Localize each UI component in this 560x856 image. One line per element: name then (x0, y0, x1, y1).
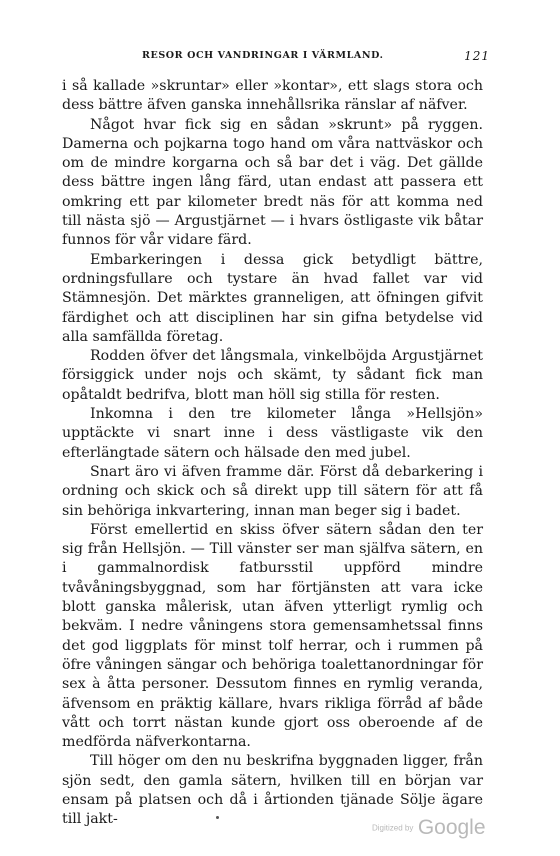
page-number: 121 (464, 49, 490, 63)
paragraph: Snart äro vi äfven framme där. Först då debarkering i ordning och skick och så direkt upp till sätern för att få sin behöriga inkvartering, innan man beger sig i badet. (62, 463, 483, 519)
footer-mark (216, 816, 219, 819)
paragraph: Embarkeringen i dessa gick betydligt bättre, ordningsfullare och tystare än hvad fallet var vid Stämnesjön. Det märktes granneligen, att öfningen gifvit färdighet och att disciplinen har sin gifna betydelse vid alla samfällda företag. (62, 251, 483, 345)
watermark-prefix: Digitized by (372, 823, 414, 833)
paragraph: Först emellertid en skiss öfver sätern sådan den ter sig från Hellsjön. — Till vänster ser man själfva sätern, en i gammalnordisk fatbursstil uppförd mindre tvåvåningsbyggnad, som har förtjänsten att vara icke blott ganska målerisk, utan äfven ytterligt rymlig och bekväm. I nedre våningens stora gemensamhetssal finns det god liggplats för minst tolf herrar, och i rummen på öfre våningen sängar och behöriga toalettanordningar för sex à åtta personer. Dessutom finnes en rymlig veranda, äfvensom en präktig källare, hvars rikliga förråd af både vått och torrt nästan kunde gjort oss oberoende af de medförda näfverkontarna. (62, 521, 483, 751)
digitized-watermark (372, 816, 486, 840)
watermark-brand: Google (417, 816, 486, 839)
paragraph: Till höger om den nu beskrifna byggnaden ligger, från sjön sedt, den gamla sätern, hvilken till en början var ensam på platsen och då i årtionden tjänade Sölje ägare till jakt- (62, 753, 483, 828)
paragraph: i så kallade »skruntar» eller »kontar», ett slags stora och dess bättre äfven ganska innehållsrika ränslar af näfver. (62, 78, 483, 114)
paragraph: Rodden öfver det långsmala, vinkelböjda Argustjärnet försiggick under nojs och skämt, ty sådant fick man opåtaldt bedrifva, blott man höll sig stilla för resten. (62, 348, 483, 403)
body-text (62, 77, 483, 830)
running-head (62, 50, 490, 70)
paragraph: Något hvar fick sig en sådan »skrunt» på ryggen. Damerna och pojkarna togo hand om våra nattväskor och om de mindre korgarna och så bar det i väg. Det gällde dess bättre ingen lång färd, utan endast att passera ett omkring ett par kilometer bredt näs för att komma ned till nästa sjö — Argustjärnet — i hvars östligaste vik båtar funnos för vår vidare färd. (62, 116, 483, 249)
paragraph: Inkomna i den tre kilometer långa »Hellsjön» upptäckte vi snart inne i dess västligaste vik den efterlängtade sätern och hälsade den med jubel. (62, 406, 483, 461)
running-title: RESOR OCH VANDRINGAR I VÄRMLAND. (142, 50, 384, 61)
